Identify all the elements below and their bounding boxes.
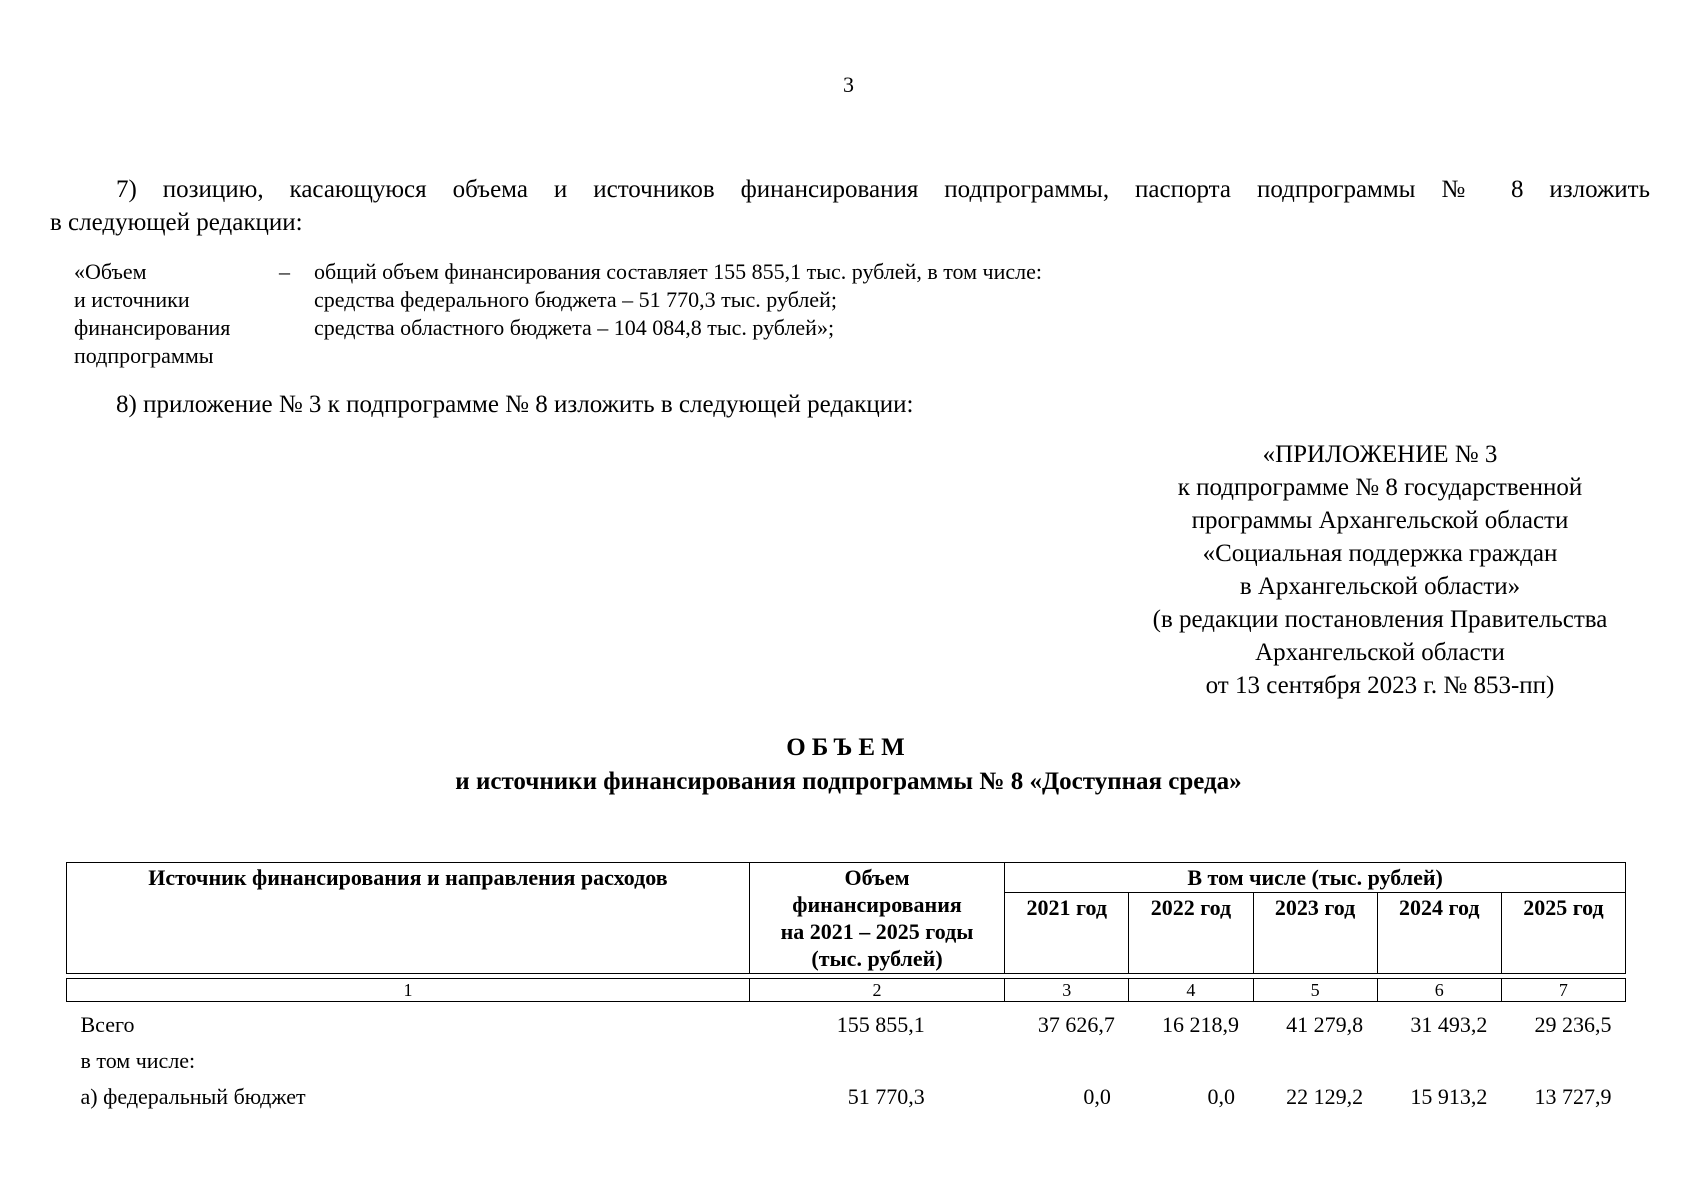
row-value: 37 626,7 bbox=[1037, 1012, 1115, 1037]
passport-label-line: «Объем bbox=[74, 259, 147, 284]
paragraph-8: 8) приложение № 3 к подпрограмме № 8 изложить в следующей редакции: bbox=[116, 391, 914, 418]
passport-label bbox=[74, 258, 274, 370]
column-number: 2 bbox=[749, 979, 1004, 1002]
row-value: 13 727,9 bbox=[1534, 1084, 1612, 1109]
appendix-line: в Архангельской области» bbox=[1239, 573, 1521, 600]
row-value: 51 770,3 bbox=[847, 1084, 925, 1109]
row-value: 41 279,8 bbox=[1286, 1012, 1364, 1037]
financing-table bbox=[66, 862, 1626, 1110]
row-value: 22 129,2 bbox=[1286, 1084, 1364, 1109]
column-number: 3 bbox=[1005, 979, 1129, 1002]
header-year-2024: 2024 год bbox=[1377, 893, 1501, 974]
header-volume-line: финансирования bbox=[792, 892, 962, 917]
paragraph-7 bbox=[50, 173, 1650, 239]
header-year-2022: 2022 год bbox=[1129, 893, 1253, 974]
paragraph-7-line-2: в следующей редакции: bbox=[50, 209, 303, 236]
header-including: В том числе (тыс. рублей) bbox=[1005, 863, 1626, 893]
appendix-line: (в редакции постановления Правительства bbox=[1152, 606, 1608, 633]
row-value bbox=[1005, 1038, 1129, 1074]
header-year-2025: 2025 год bbox=[1501, 893, 1625, 974]
row-value bbox=[1129, 1038, 1253, 1074]
row-value bbox=[749, 1038, 1004, 1074]
row-value bbox=[1377, 1038, 1501, 1074]
column-number: 4 bbox=[1129, 979, 1253, 1002]
column-number: 5 bbox=[1253, 979, 1377, 1002]
header-volume-line: Объем bbox=[844, 865, 910, 890]
header-volume-line: на 2021 – 2025 годы bbox=[780, 919, 974, 944]
column-number: 7 bbox=[1501, 979, 1625, 1002]
appendix-line: к подпрограмме № 8 государственной bbox=[1177, 474, 1583, 501]
table-row bbox=[67, 1038, 1626, 1074]
row-label: а) федеральный бюджет bbox=[80, 1084, 306, 1109]
header-year-2023: 2023 год bbox=[1253, 893, 1377, 974]
paragraph-7-line-1: 7) позицию, касающуюся объема и источников финансирования подпрограммы, паспорта подпрограммы № 8 изложить bbox=[116, 176, 1650, 203]
row-value: 16 218,9 bbox=[1162, 1012, 1239, 1037]
row-label: в том числе: bbox=[80, 1048, 196, 1073]
passport-label-line: и источники bbox=[74, 287, 190, 312]
row-value bbox=[1501, 1038, 1625, 1074]
row-value: 29 236,5 bbox=[1534, 1012, 1612, 1037]
header-volume-line: (тыс. рублей) bbox=[811, 946, 943, 971]
table-row bbox=[67, 1074, 1626, 1110]
row-value bbox=[1253, 1038, 1377, 1074]
appendix-line: программы Архангельской области bbox=[1191, 507, 1569, 534]
header-source: Источник финансирования и направления расходов bbox=[67, 863, 750, 974]
header-year-2021: 2021 год bbox=[1005, 893, 1129, 974]
appendix-line: «ПРИЛОЖЕНИЕ № 3 bbox=[1262, 441, 1498, 468]
passport-value-line: средства областного бюджета – 104 084,8 тыс. рублей»; bbox=[314, 315, 835, 340]
table-row bbox=[67, 1002, 1626, 1039]
passport-value-line: средства федерального бюджета – 51 770,3 тыс. рублей; bbox=[314, 287, 837, 312]
passport-label-line: финансирования bbox=[74, 315, 231, 340]
document-subtitle: и источники финансирования подпрограммы № 8 «Доступная среда» bbox=[455, 768, 1242, 795]
appendix-line: от 13 сентября 2023 г. № 853-пп) bbox=[1205, 672, 1555, 699]
page-number: 3 bbox=[843, 72, 854, 97]
column-number: 1 bbox=[67, 979, 750, 1002]
row-value: 0,0 bbox=[1083, 1084, 1111, 1109]
appendix-line: «Социальная поддержка граждан bbox=[1202, 540, 1558, 567]
passport-dash: – bbox=[279, 259, 290, 284]
row-value: 0,0 bbox=[1207, 1084, 1235, 1109]
row-value: 15 913,2 bbox=[1410, 1084, 1488, 1109]
document-title: ОБЪЕМ bbox=[786, 734, 911, 761]
appendix-heading bbox=[1100, 438, 1660, 702]
appendix-line: Архангельской области bbox=[1255, 639, 1505, 666]
row-label: Всего bbox=[80, 1012, 135, 1037]
column-number: 6 bbox=[1377, 979, 1501, 1002]
passport-label-line: подпрограммы bbox=[74, 343, 214, 368]
row-value: 155 855,1 bbox=[836, 1012, 925, 1037]
passport-value-line: общий объем финансирования составляет 155 855,1 тыс. рублей, в том числе: bbox=[314, 259, 1043, 284]
header-volume bbox=[749, 863, 1004, 974]
passport-values bbox=[314, 258, 1214, 342]
row-value: 31 493,2 bbox=[1410, 1012, 1488, 1037]
